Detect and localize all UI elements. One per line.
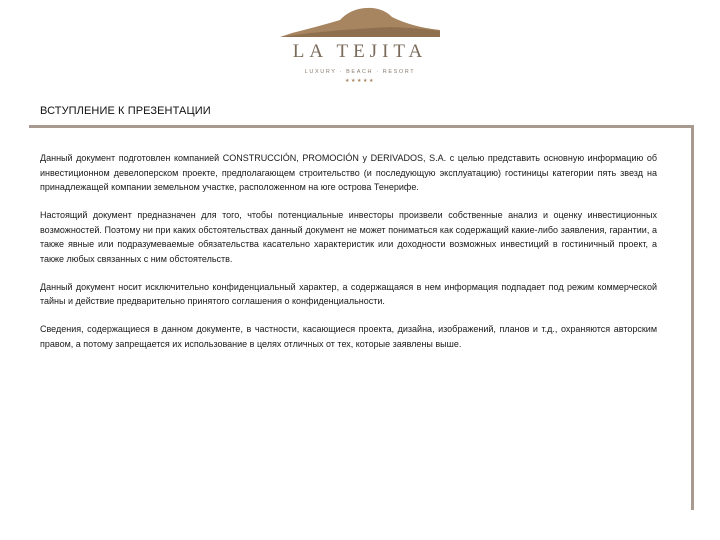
frame-right-border — [691, 125, 694, 510]
mountain-logo-icon — [280, 0, 440, 40]
paragraph-intro: Данный документ подготовлен компанией CONSTRUCCIÓN, PROMOCIÓN y DERIVADOS, S.A. с целью представить основную информацию об инвестиционном девелоперском проекте, предполагающем строительство (и последующую эксплуатацию) гостиницы категории пять звезд на принадлежащей компании земельном участке, расположенном на юге острова Тенерифе. — [40, 153, 657, 192]
logo-name: LA TEJITA — [292, 41, 428, 62]
logo-tagline: LUXURY · BEACH · RESORT — [304, 69, 416, 75]
paragraph-confidentiality: Данный документ носит исключительно конфиденциальный характер, а содержащаяся в нем информация подпадает под режим коммерческой тайны и действие предварительно принятого соглашения о конфиденциальности. — [40, 281, 657, 306]
frame-top-border — [29, 125, 694, 128]
paragraph-purpose: Настоящий документ предназначен для того, чтобы потенциальные инвесторы произвели собственные анализ и оценку инвестиционных возможностей. Поэтому ни при каких обстоятельствах данный документ не может пониматься как содержащий какие-либо заявления, гарантии, а также явные или подразумеваемые обязательства касательно характеристик или доходности возможных инвестиций в гостиничный проект, а также любых связанных с ним обстоятельств. — [40, 210, 657, 264]
document-body — [40, 151, 657, 365]
paragraph-copyright: Сведения, содержащиеся в данном документе, в частности, касающиеся проекта, дизайна, изображений, планов и т.д., охраняются авторским правом, а потому запрещается их использование в целях отличных от тех, которые заявлены выше. — [40, 324, 657, 349]
la-tejita-logo — [280, 0, 440, 90]
logo-stars: ★★★★★ — [345, 78, 375, 84]
page-title: ВСТУПЛЕНИЕ К ПРЕЗЕНТАЦИИ — [40, 105, 211, 117]
